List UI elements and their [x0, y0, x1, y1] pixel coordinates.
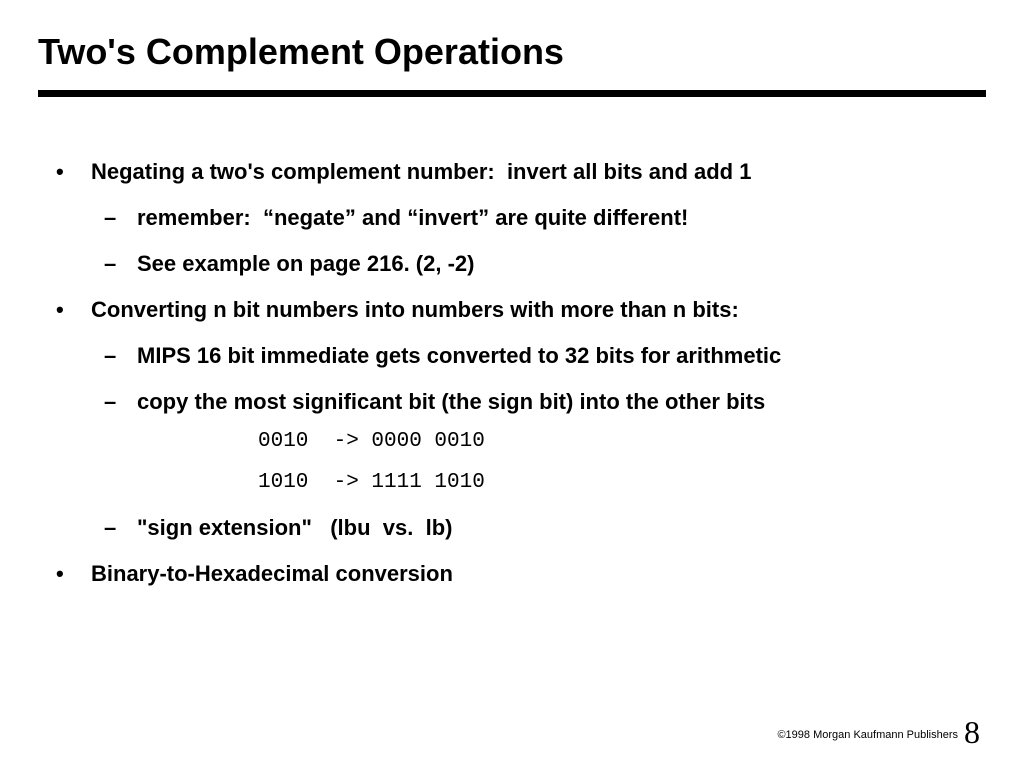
bullet-negating: Negating a two's complement number: invert all bits and add 1 — [91, 159, 752, 184]
bullet-marker: • — [56, 561, 64, 586]
bullet-converting: Converting n bit numbers into numbers with more than n bits: — [91, 297, 739, 322]
copyright-notice: ©1998 Morgan Kaufmann Publishers — [777, 729, 958, 741]
page-number: 8 — [964, 714, 980, 750]
code-example-line: 0010 -> 0000 0010 — [258, 430, 485, 453]
title-divider — [38, 90, 986, 97]
sub-bullet-marker: – — [104, 343, 117, 368]
sub-bullet-marker: – — [104, 205, 117, 230]
sub-bullet-copy-msb: copy the most significant bit (the sign bit) into the other bits — [137, 389, 766, 414]
sub-bullet-marker: – — [104, 389, 117, 414]
sub-bullet-mips: MIPS 16 bit immediate gets converted to 32 bits for arithmetic — [137, 343, 782, 368]
sub-bullet-example: See example on page 216. (2, -2) — [137, 251, 475, 276]
sub-bullet-marker: – — [104, 251, 117, 276]
bullet-binary-hex: Binary-to-Hexadecimal conversion — [91, 561, 453, 586]
sub-bullet-marker: – — [104, 515, 117, 540]
slide-title: Two's Complement Operations — [38, 31, 564, 72]
bullet-marker: • — [56, 159, 64, 184]
code-example-line: 1010 -> 1111 1010 — [258, 471, 485, 494]
bullet-marker: • — [56, 297, 64, 322]
sub-bullet-sign-extension: "sign extension" (lbu vs. lb) — [137, 515, 453, 540]
sub-bullet-remember: remember: “negate” and “invert” are quite different! — [137, 205, 689, 230]
